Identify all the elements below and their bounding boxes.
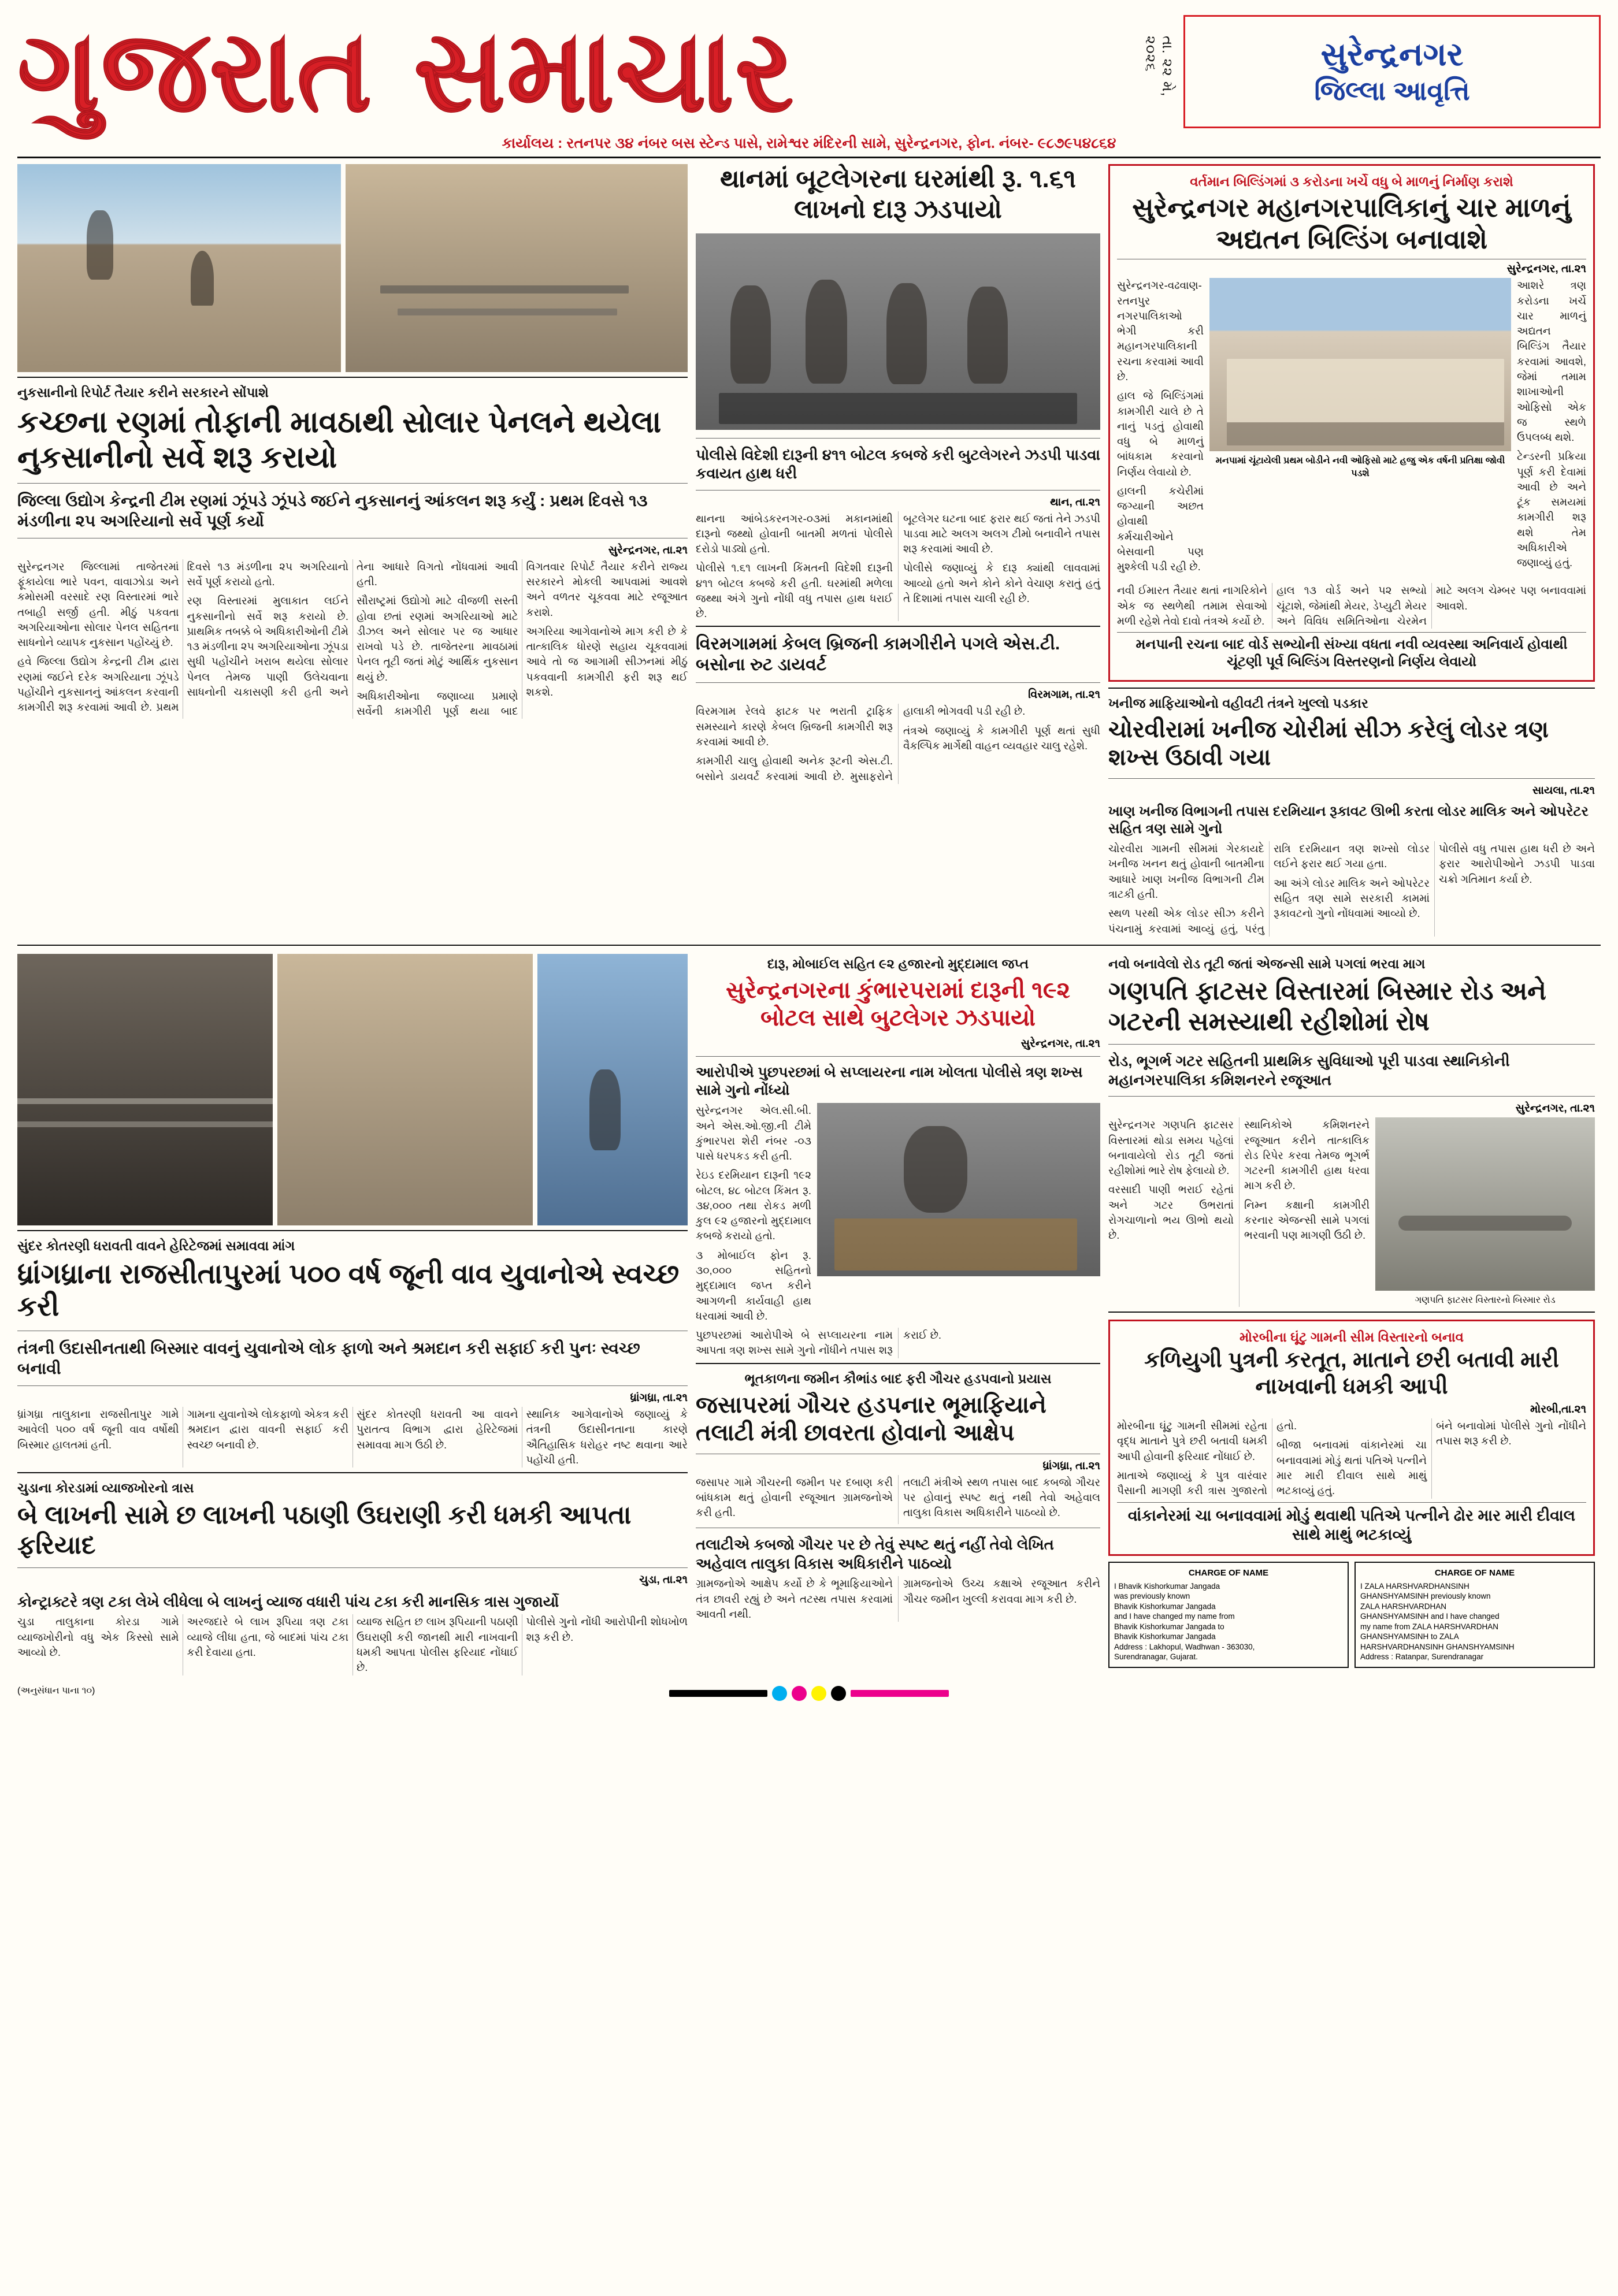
ad-line: GHANSHYAMSINH previously known — [1360, 1592, 1491, 1601]
vav-photo-group — [17, 954, 688, 1225]
vyaj-para: ચુડા તાલુકાના કોરડા ગામે વ્યાજખોરીનો વધુ એક કિસ્સો સામે આવ્યો છે. — [17, 1615, 179, 1658]
ad-title: CHARGE OF NAME — [1188, 1568, 1269, 1578]
ad-title: CHARGE OF NAME — [1434, 1568, 1515, 1578]
morbi-headline: કળિયુગી પુત્રની કરતૂત, માતાને છરી બતાવી મારી નાખવાની ધમકી આપી — [1144, 1348, 1559, 1399]
gauchar-kicker: ભૂતકાળના જમીન કૌભાંડ બાદ ફરી ગૌચર હડપવાનો પ્રયાસ — [744, 1370, 1052, 1386]
lead-dateline: સુરેન્દ્રનગર, તા.૨૧ — [608, 544, 688, 556]
mineral-kicker: ખનીજ માફિયાઓનો વહીવટી તંત્રને ખુલ્લો પડકાર — [1108, 696, 1368, 711]
mineral-headline: ચોરવીરામાં ખનીજ ચોરીમાં સીઝ કરેલું લોડર ત્રણ શખ્સ ઉઠાવી ગયા — [1108, 717, 1549, 771]
photo-kumbharpara-seizure — [817, 1103, 1100, 1276]
photo-municipal-building — [1209, 278, 1511, 451]
edition-box — [1183, 15, 1601, 128]
cable-bridge-dateline: વિરમગામ, તા.૨૧ — [1028, 689, 1100, 701]
morbi-subhead: વાંકાનેરમાં ચા બનાવવામાં મોડું થવાથી પતિએ પત્નીને ઢોર માર મારી દીવાલ સાથે માથું ભટકાવ્યું — [1127, 1506, 1576, 1544]
ganpati-para: સ્થાનિકોએ કમિશનરને રજૂઆત કરીને તાત્કાલિક રોડ રિપેર કરવા તેમજ ભૂગર્ભ ગટરની કામગીરી હાથ ધરવા માગ કરી છે. — [1244, 1119, 1370, 1192]
ganpati-para: વરસાદી પાણી ભરાઈ રહેતાં અને ગટર ઉભરાતાં રોગચાળાનો ભય ઊભો થયો છે. — [1108, 1183, 1234, 1242]
cable-bridge-headline: વિરમગામમાં કેબલ બ્રિજની કામગીરીને પગલે એસ.ટી. બસોના રુટ ડાયવર્ટ — [696, 634, 1060, 675]
gauchar-para: જસાપર ગામે ગૌચરની જમીન પર દબાણ કરી બાંધકામ થતું હોવાની રજૂઆત ગ્રામજનોએ કરી હતી. — [696, 1476, 893, 1519]
kumbharpara-para: રેઇડ દરમિયાન દારૂની ૧૯૨ બોટલ, ૪૮ બોટલ કિંમત રૂ. ૩૪,૦૦૦ તથા રોકડ મળી કુલ ૯૨ હજારનો મુદ્દામાલ કબજે કરાયો હતો. — [696, 1169, 811, 1242]
morbi-kicker: મોરબીના ઘૂંટુ ગામની સીમ વિસ્તારનો બનાવ — [1239, 1329, 1464, 1344]
photo-liquor-seizure — [696, 233, 1100, 430]
column-left — [17, 164, 688, 937]
photo-solar-damage — [346, 164, 688, 372]
reg-dot-magenta — [792, 1686, 807, 1701]
than-para: બૂટલેગર ઘટના બાદ ફરાર થઈ જતાં તેને ઝડપી પાડવા માટે અલગ અલગ ટીમો બનાવીને તપાસ શરૂ કરવામાં આવી છે. — [903, 512, 1100, 555]
photo-vav-structure — [277, 954, 533, 1225]
ad-line: Bhavik Kishorkumar Jangada — [1114, 1632, 1216, 1641]
vyaj-kicker: ચુડાના કોરડામાં વ્યાજખોરનો ત્રાસ — [17, 1480, 194, 1496]
than-dateline: થાન, તા.૨૧ — [1050, 496, 1100, 508]
morbi-para: બંને બનાવોમાં પોલીસે ગુનો નોંધીને તપાસ શરૂ કરી છે. — [1436, 1420, 1586, 1447]
ad-line: GHANSHYAMSINH to ZALA — [1360, 1632, 1459, 1641]
kumbharpara-headline: સુરેન્દ્રનગરના કુંભારપરામાં દારૂની ૧૯૨ બોટલ સાથે બુટલેગર ઝડપાયો — [725, 977, 1071, 1031]
ganpati-para: નિમ્ન કક્ષાની કામગીરી કરનાર એજન્સી સામે પગલાં ભરવાની પણ માગણી ઉઠી છે. — [1244, 1198, 1370, 1242]
municipal-story-box — [1108, 164, 1595, 682]
municipal-para: ટેન્ડરની પ્રક્રિયા પૂર્ણ કરી દેવામાં આવી છે અને ટૂંક સમયમાં કામગીરી શરૂ થશે તેમ અધિકારીએ જણાવ્યું હતું. — [1517, 450, 1586, 569]
newspaper-title: ગુજરાત સમાચાર — [17, 6, 795, 138]
column-middle — [696, 164, 1100, 937]
vyaj-headline: બે લાખની સામે છ લાખની પઠાણી ઉઘરાણી કરી ધમકી આપતા ફરિયાદ — [17, 1501, 632, 1560]
than-para: થાનના આંબેડકરનગર-૦૩માં મકાનમાંથી દારૂનો જથ્થો હોવાની બાતમી મળતાં પોલીસે દરોડો પાડ્યો હતો. — [696, 512, 893, 555]
vav-body — [17, 1407, 688, 1467]
classified-ads — [1108, 1562, 1595, 1668]
mineral-dateline: સાયલા, તા.૨૧ — [1532, 785, 1595, 797]
edition-city: સુરેન્દ્રનગર — [1320, 35, 1464, 72]
municipal-body-bottom — [1117, 583, 1586, 629]
masthead-left — [17, 6, 1179, 138]
municipal-body-left — [1117, 278, 1204, 578]
morbi-para: બીજા બનાવમાં વાંકાનેરમાં ચા બનાવવામાં મોડું થતાં પતિએ પત્નીને માર મારી દીવાલ સાથે માથું ભટકાવ્યું હતું. — [1276, 1439, 1427, 1497]
mineral-body — [1108, 841, 1595, 937]
gauchar-para: તલાટી મંત્રીએ સ્થળ તપાસ બાદ કબજો ગૌચર પર હોવાનું સ્પષ્ટ થતું નથી તેવો અહેવાલ તાલુકા વિકાસ અધિકારીને પાઠવ્યો છે. — [903, 1476, 1100, 1519]
municipal-para: આશરે ત્રણ કરોડના ખર્ચે ચાર માળનું અદ્યતન બિલ્ડિંગ તૈયાર કરવામાં આવશે, જેમાં તમામ શાખાઓની ઓફિસો એક જ સ્થળે ઉપલબ્ધ થશે. — [1517, 279, 1586, 444]
lead-para: હવે જિલ્લા ઉદ્યોગ કેન્દ્રની ટીમ દ્વારા રણમાં જઈને દરેક અગરિયાના ઝૂંપડે પહોંચીને નુકસાનનું આંકલન કરવાની કામગીરી શરૂ કરવામાં આવી છે. પ્રથમ દિવસે ૧૩ મંડળીના ૨૫ અગરિયાનો સર્વે પૂર્ણ કરાયો હતો. — [17, 560, 348, 714]
column-right — [1108, 164, 1595, 937]
ad-name-change-1 — [1108, 1562, 1349, 1668]
municipal-body-right — [1517, 278, 1586, 578]
ad-line: Address : Ratanpar, Surendranagar — [1360, 1652, 1484, 1662]
masthead — [17, 6, 1601, 138]
ganpati-para: સુરેન્દ્રનગર ગણપતિ ફાટસર વિસ્તારમાં થોડા સમય પહેલાં બનાવાયેલો રોડ તૂટી જતાં રહીશોમાં ભારે રોષ ફેલાયો છે. — [1108, 1119, 1234, 1177]
vav-para: સુંદર કોતરણી ધરાવતી આ વાવને પુરાતત્વ વિભાગ દ્વારા હેરિટેજમાં સમાવવા માગ ઉઠી છે. — [357, 1408, 518, 1451]
photo-damaged-road — [1375, 1117, 1595, 1291]
morbi-dateline: મોરબી,તા.૨૧ — [1530, 1403, 1586, 1416]
vyaj-body — [17, 1614, 688, 1675]
than-para: પોલીસે જણાવ્યું કે દારૂ ક્યાંથી લાવવામાં આવ્યો હતો અને કોને કોને વેચાણ કરાતું હતું તે દિશામાં તપાસ ચાલી રહી છે. — [903, 562, 1100, 604]
cmyk-registration-marks — [669, 1686, 949, 1701]
ganpati-column — [1108, 954, 1595, 1675]
ad-line: Surendranagar, Gujarat. — [1114, 1652, 1198, 1662]
ad-line: I Bhavik Kishorkumar Jangada — [1114, 1581, 1220, 1591]
middle-section — [17, 954, 1601, 1675]
lead-para: રણ વિસ્તારમાં મુલાકાત લઈને નુકસાનીનો સર્વે શરૂ કરાયો છે. પ્રાથમિક તબક્કે બે અધિકારીઓની ટીમે ૧૩ મંડળીના ૨૫ અગરિયાઓના ઝૂંપડા સુધી પહોંચીને ખરાબ થયેલા સોલાર પેનલ તેમજ પાણી ઉલેચવાના સાધનોની ચકાસણી કરી હતી અને તેના આધારે વિગતો નોંધવામાં આવી હતી. — [187, 560, 518, 698]
cable-para: વિરમગામ રેલવે ફાટક પર ભરાતી ટ્રાફિક સમસ્યાને કારણે કેબલ બ્રિજની કામગીરી શરૂ કરવામાં આવી છે. — [696, 705, 893, 748]
morbi-para: માતાએ જણાવ્યું કે પુત્ર વારંવાર પૈસાની માગણી કરી ત્રાસ ગુજારતો હતો. — [1117, 1420, 1297, 1497]
vav-subhead: તંત્રની ઉદાસીનતાથી બિસ્માર વાવનું યુવાનોએ લોક ફાળો અને શ્રમદાન કરી સફાઈ કરી પુનઃ સ્વચ્છ બનાવી — [17, 1339, 640, 1378]
morbi-para: મોરબીના ઘૂંટુ ગામની સીમમાં રહેતા વૃદ્ધ માતાને પુત્રે છરી બતાવી ધમકી આપી હોવાની ફરિયાદ નોંધાઈ છે. — [1117, 1420, 1267, 1462]
lead-para: સૌરાષ્ટ્રમાં ઉદ્યોગો માટે વીજળી સસ્તી હોવા છતાં રણમાં અગરિયાઓ માટે ડીઝલ અને સોલાર પર જ આધાર રાખવો પડે છે. તાજેતરના માવઠામાં પેનલ તૂટી જતાં મોટું આર્થિક નુકસાન થયું છે. — [357, 595, 518, 683]
ad-line: Bhavik Kishorkumar Jangada to — [1114, 1622, 1224, 1631]
ganpati-headline: ગણપતિ ફાટસર વિસ્તારમાં બિસ્માર રોડ અને ગટરની સમસ્યાથી રહીશોમાં રોષ — [1108, 976, 1546, 1036]
municipal-para: હાલની કચેરીમાં જગ્યાની અછત હોવાથી કર્મચારીઓને બેસવાની પણ મુશ્કેલી પડી રહી છે. — [1117, 484, 1204, 573]
lead-para: અધિકારીઓના જણાવ્યા પ્રમાણે સર્વેની કામગીરી પૂર્ણ થયા બાદ વિગતવાર રિપોર્ટ તૈયાર કરીને રાજ્ય સરકારને મોકલી આપવામાં આવશે અને વળતર ચૂકવવા માટે રજૂઆત કરાશે. — [357, 560, 688, 718]
ganpati-dateline: સુરેન્દ્રનગર, તા.૨૧ — [1515, 1102, 1595, 1115]
kumbharpara-column — [696, 954, 1100, 1675]
vav-headline: ધ્રાંગધ્રાના રાજસીતાપુરમાં ૫૦૦ વર્ષ જૂની વાવ યુવાનોએ સ્વચ્છ કરી — [17, 1258, 680, 1322]
gauchar-body-top — [696, 1475, 1100, 1525]
edition-label: જિલ્લા આવૃત્તિ — [1314, 76, 1470, 106]
mineral-para: ચોરવીરા ગામની સીમમાં ગેરકાયદે ખનીજ ખનન થતું હોવાની બાતમીના આધારે ખાણ ખનીજ વિભાગની ટીમ ત્રાટકી હતી. — [1108, 842, 1264, 901]
vyaj-subhead: કોન્ટ્રાક્ટરે ત્રણ ટકા લેખે લીધેલા બે લાખનું વ્યાજ વધારી પાંચ ટકા કરી માનસિક ત્રાસ ગુજાર્યો — [17, 1592, 559, 1610]
municipal-para: હાલ જે બિલ્ડિંગમાં કામગીરી ચાલે છે તે નાનું પડતું હોવાથી વધુ બે માળનું બાંધકામ કરવાનો નિર્ણય લેવાયો છે. — [1117, 389, 1204, 478]
gauchar-subhead: તલાટીએ કબજો ગૌચર પર છે તેવું સ્પષ્ટ થતું નહીં તેવો લેખિત અહેવાલ તાલુકા વિકાસ અધિકારીને પાઠવ્યો — [696, 1536, 1054, 1572]
vav-dateline: ધ્રાંગધ્રા, તા.૨૧ — [630, 1392, 688, 1405]
than-body — [696, 511, 1100, 622]
reg-dot-cyan — [772, 1686, 787, 1701]
lead-photo-group — [17, 164, 688, 372]
top-section — [17, 164, 1601, 937]
reg-dot-black — [831, 1686, 846, 1701]
lead-headline: કચ્છના રણમાં તોફાની માવઠાથી સોલાર પેનલને થયેલા નુકસાનીનો સર્વે શરૂ કરાયો — [17, 406, 662, 475]
vav-para: સ્થાનિક આગેવાનોએ જણાવ્યું કે તંત્રની ઉદાસીનતાના કારણે ઐતિહાસિક ધરોહર નષ્ટ થવાના આરે પહોંચી હતી. — [526, 1408, 688, 1466]
mineral-subhead: ખાણ ખનીજ વિભાગની તપાસ દરમિયાન રૂકાવટ ઊભી કરતા લોડર માલિક અને ઓપરેટર સહિત ત્રણ સામે ગુનો — [1108, 804, 1589, 837]
vav-para: ધ્રાંગધ્રા તાલુકાના રાજસીતાપુર ગામે આવેલી ૫૦૦ વર્ષ જૂની વાવ વર્ષોથી બિસ્માર હાલતમાં હતી. — [17, 1408, 179, 1451]
than-subhead: પોલીસે વિદેશી દારૂની ૪૧૧ બોટલ કબજે કરી બુટલેગરને ઝડપી પાડવા કવાયત હાથ ધરી — [696, 445, 1100, 482]
mineral-para: સ્થળ પરથી એક લોડર સીઝ કરીને પંચનામું કરવામાં આવ્યું હતું, પરંતુ રાત્રિ દરમિયાન ત્રણ શખ્સો લોડર લઈને ફરાર થઈ ગયા હતા. — [1108, 842, 1430, 935]
morbi-story-box — [1108, 1320, 1595, 1556]
vyaj-para: અરજદારે બે લાખ રૂપિયા ત્રણ ટકા વ્યાજે લીધા હતા, જે બાદમાં પાંચ ટકા કરી દેવાયા હતા. — [187, 1615, 348, 1658]
reg-bar-magenta — [851, 1690, 949, 1697]
kumbharpara-subhead: આરોપીએ પુછપરછમાં બે સપ્લાયરના નામ ખોલતા પોલીસે ત્રણ શખ્સ સામે ગુનો નોંધ્યો — [696, 1064, 1083, 1099]
vav-kicker: સુંદર કોતરણી ધરાવતી વાવને હેરિટેજમાં સમાવવા માંગ — [17, 1238, 295, 1253]
mineral-para: આ અંગે લોડર માલિક અને ઓપરેટર સહિત ત્રણ સામે સરકારી કામમાં રૂકાવટનો ગુનો નોંધવામાં આવ્યો છે. — [1274, 876, 1430, 920]
gauchar-para: ગ્રામજનોએ ઉચ્ચ કક્ષાએ રજૂઆત કરીને ગૌચર જમીન ખુલ્લી કરાવવા માગ કરી છે. — [903, 1577, 1100, 1605]
municipal-photo-caption: મનપામાં ચૂંટાયેલી પ્રથમ બોડીને નવી ઓફિસો માટે હજુ એક વર્ષની પ્રતિક્ષા જોવી પડશે — [1215, 456, 1505, 478]
cable-para: તંત્રએ જણાવ્યું કે કામગીરી પૂર્ણ થતાં સુધી વૈકલ્પિક માર્ગેથી વાહન વ્યવહાર ચાલુ રહેશે. — [903, 724, 1100, 752]
vav-para: ગામના યુવાનોએ લોકફાળો એકત્ર કરી શ્રમદાન દ્વારા વાવની સફાઈ કરી સ્વચ્છ બનાવી છે. — [187, 1408, 348, 1451]
municipal-footer: મનપાની રચના બાદ વોર્ડ સભ્યોની સંખ્યા વધતા નવી વ્યવસ્થા અનિવાર્ય હોવાથી ચૂંટણી પૂર્વ બિલ્ડિંગ વિસ્તરણનો નિર્ણય લેવાયો — [1135, 637, 1568, 670]
photo-vav-steps — [17, 954, 273, 1225]
mineral-para: પોલીસે વધુ તપાસ હાથ ધરી છે અને ફરાર આરોપીઓને ઝડપી પાડવા ચક્રો ગતિમાન કર્યા છે. — [1439, 842, 1595, 885]
ad-name-change-2 — [1354, 1562, 1595, 1668]
kumbharpara-para: સુરેન્દ્રનગર એલ.સી.બી. અને એસ.ઓ.જી.ની ટીમે કુંભારપરા શેરી નંબર -૦૩ પાસે ધરપકડ કરી હતી. — [696, 1104, 811, 1162]
ad-line: I ZALA HARSHVARDHANSINH — [1360, 1581, 1469, 1591]
than-para: પોલીસે ૧.૬૧ લાખની કિંમતની વિદેશી દારૂની ૪૧૧ બોટલ કબજે કરી હતી. ઘરમાંથી મળેલા જથ્થા અંગે ગુનો નોંધી વધુ તપાસ હાથ ધરાઈ છે. — [696, 562, 893, 620]
gauchar-para: ગ્રામજનોએ આક્ષેપ કર્યો છે કે ભૂમાફિયાઓને તંત્ર છાવરી રહ્યું છે અને તટસ્થ તપાસ કરવામાં આવતી નથી. — [696, 1577, 893, 1620]
kumbharpara-dateline: સુરેન્દ્રનગર, તા.૨૧ — [1020, 1037, 1100, 1050]
municipal-kicker: વર્તમાન બિલ્ડિંગમાં ૩ કરોડના ખર્ચે વધુ બે માળનું નિર્માણ કરાશે — [1190, 174, 1513, 189]
municipal-para: નવી ઈમારત તૈયાર થતાં નાગરિકોને એક જ સ્થળેથી તમામ સેવાઓ મળી રહેશે તેવો દાવો તંત્રએ કર્યો છે. — [1117, 584, 1267, 627]
lead-body — [17, 559, 688, 719]
gauchar-headline: જસાપરમાં ગૌચર હડપનાર ભૂમાફિયાને તલાટી મંત્રી છાવરતા હોવાનો આક્ષેપ — [696, 1392, 1046, 1446]
municipal-dateline: સુરેન્દ્રનગર, તા.૨૧ — [1506, 263, 1586, 276]
ad-line: my name from ZALA HARSHVARDHAN — [1360, 1622, 1499, 1631]
morbi-body — [1117, 1418, 1586, 1498]
page-footer — [17, 1681, 1601, 1701]
kumbharpara-para: ૩ મોબાઈલ ફોન રૂ. ૩૦,૦૦૦ સહિતનો મુદ્દામાલ જપ્ત કરીને આગળની કાર્યવાહી હાથ ધરવામાં આવી છે. — [696, 1249, 811, 1322]
municipal-para: હાલ ૧૩ વોર્ડ અને ૫૨ સભ્યો ચૂંટાશે, જેમાંથી મેયર, ડેપ્યુટી મેયર અને વિવિધ સમિતિઓના ચેરમેન માટે અલગ ચેમ્બર પણ બનાવવામાં આવશે. — [1276, 584, 1586, 627]
ad-line: and I have changed my name from — [1114, 1612, 1235, 1621]
masthead-date: તા. ૨૨ મે, ૨૦૨૬ — [1142, 36, 1175, 97]
than-headline: થાનમાં બૂટલેગરના ઘરમાંથી રૂ. ૧.૬૧ લાખનો દારૂ ઝડપાયો — [720, 165, 1076, 224]
ganpati-subhead: રોડ, ભૂગર્ભ ગટર સહિતની પ્રાથમિક સુવિધાઓ પૂરી પાડવા સ્થાનિકોની મહાનગરપાલિકા કમિશનરને રજૂઆત — [1108, 1052, 1510, 1088]
photo-salt-pan — [17, 164, 341, 372]
lead-para: સુરેન્દ્રનગર જિલ્લામાં તાજેતરમાં ફૂંકાયેલા ભારે પવન, વાવાઝોડા અને કમોસમી વરસાદે રણ વિસ્તારમાં ભારે તબાહી સર્જી હતી. મીઠું પકવતા અગરિયાઓના સોલાર પેનલ સહિતના સાધનોને વ્યાપક નુકસાન પહોંચ્યું છે. — [17, 560, 179, 649]
masthead-address: કાર્યાલય : રતનપર ૩૪ નંબર બસ સ્ટેન્ડ પાસે, રામેશ્વર મંદિરની સામે, સુરેન્દ્રનગર, ફોન. નંબર- ૯૮૭૯૫૪૮૬૪ — [17, 128, 1601, 158]
vyaj-para: વ્યાજ સહિત છ લાખ રૂપિયાની પઠાણી ઉઘરાણી કરી જાનથી મારી નાખવાની ધમકી આપતા પોલીસ ફરિયાદ નોંધાઈ છે. — [357, 1615, 518, 1674]
ad-line: ZALA HARSHVARDHAN — [1360, 1602, 1447, 1611]
ad-line: was previously known — [1114, 1592, 1190, 1601]
municipal-para: સુરેન્દ્રનગર-વઢવાણ-રતનપુર નગરપાલિકાઓ ભેગી કરી મહાનગરપાલિકાની રચના કરવામાં આવી છે. — [1117, 279, 1204, 382]
reg-dot-yellow — [811, 1686, 826, 1701]
ad-line: Bhavik Kishorkumar Jangada — [1114, 1602, 1216, 1611]
kumbharpara-body-bottom — [696, 1328, 1100, 1358]
lead-para: અગરિયા આગેવાનોએ માગ કરી છે કે તાત્કાલિક ધોરણે સહાય ચૂકવવામાં આવે તો જ આગામી સીઝનમાં મીઠું પકવવાની કામગીરી ફરી શરૂ થઈ શકશે. — [526, 625, 688, 698]
road-photo-caption: ગણપતિ ફાટસર વિસ્તારનો બિસ્માર રોડ — [1415, 1295, 1556, 1306]
gauchar-body-bottom — [696, 1576, 1100, 1622]
reg-bar-black — [669, 1690, 767, 1697]
ganpati-body — [1108, 1117, 1370, 1307]
kumbharpara-para: પુછપરછમાં આરોપીએ બે સપ્લાયરના નામ આપતા ત્રણ શખ્સ સામે ગુનો નોંધીને તપાસ શરૂ કરાઈ છે. — [696, 1329, 942, 1357]
lead-subhead: જિલ્લા ઉદ્યોગ કેન્દ્રની ટીમ રણમાં ઝૂંપડે ઝૂંપડે જઈને નુકસાનનું આંકલન શરૂ કર્યું : પ્રથમ દિવસે ૧૩ મંડળીના ૨૫ અગરિયાનો સર્વે પૂર્ણ કર્યો — [17, 491, 648, 530]
vav-column — [17, 954, 688, 1675]
kumbharpara-kicker: દારૂ, મોબાઈલ સહિત ૯૨ હજારનો મુદ્દામાલ જપ્ત — [767, 956, 1029, 971]
vyaj-dateline: ચુડા, તા.૨૧ — [639, 1573, 688, 1586]
lead-kicker: નુકસાનીનો રિપોર્ટ તૈયાર કરીને સરકારને સોંપાશે — [17, 385, 269, 400]
continuation-note: (અનુસંધાન પાના ૧૦) — [17, 1685, 95, 1696]
ad-line: Address : Lakhopul, Wadhwan - 363030, — [1114, 1642, 1255, 1651]
ad-line: GHANSHYAMSINH and I have changed — [1360, 1612, 1500, 1621]
vyaj-para: પોલીસે ગુનો નોંધી આરોપીની શોધખોળ શરૂ કરી છે. — [526, 1615, 688, 1643]
kumbharpara-body-left — [696, 1103, 811, 1328]
photo-vav-cleaning — [537, 954, 688, 1225]
cable-bridge-body — [696, 704, 1100, 783]
ad-line: HARSHVARDHANSINH GHANSHYAMSINH — [1360, 1642, 1515, 1651]
municipal-headline: સુરેન્દ્રનગર મહાનગરપાલિકાનું ચાર માળનું અદ્યતન બિલ્ડિંગ બનાવાશે — [1132, 192, 1571, 255]
gauchar-dateline: ધ્રાંગધ્રા, તા.૨૧ — [1042, 1459, 1100, 1472]
cable-para: કામગીરી ચાલુ હોવાથી અનેક રૂટની એસ.ટી. બસોને ડાયવર્ટ કરવામાં આવી છે. મુસાફરોને હાલાકી ભોગવવી પડી રહી છે. — [696, 705, 1026, 782]
ganpati-kicker: નવો બનાવેલો રોડ તૂટી જતાં એજન્સી સામે પગલાં ભરવા માગ — [1108, 956, 1426, 971]
